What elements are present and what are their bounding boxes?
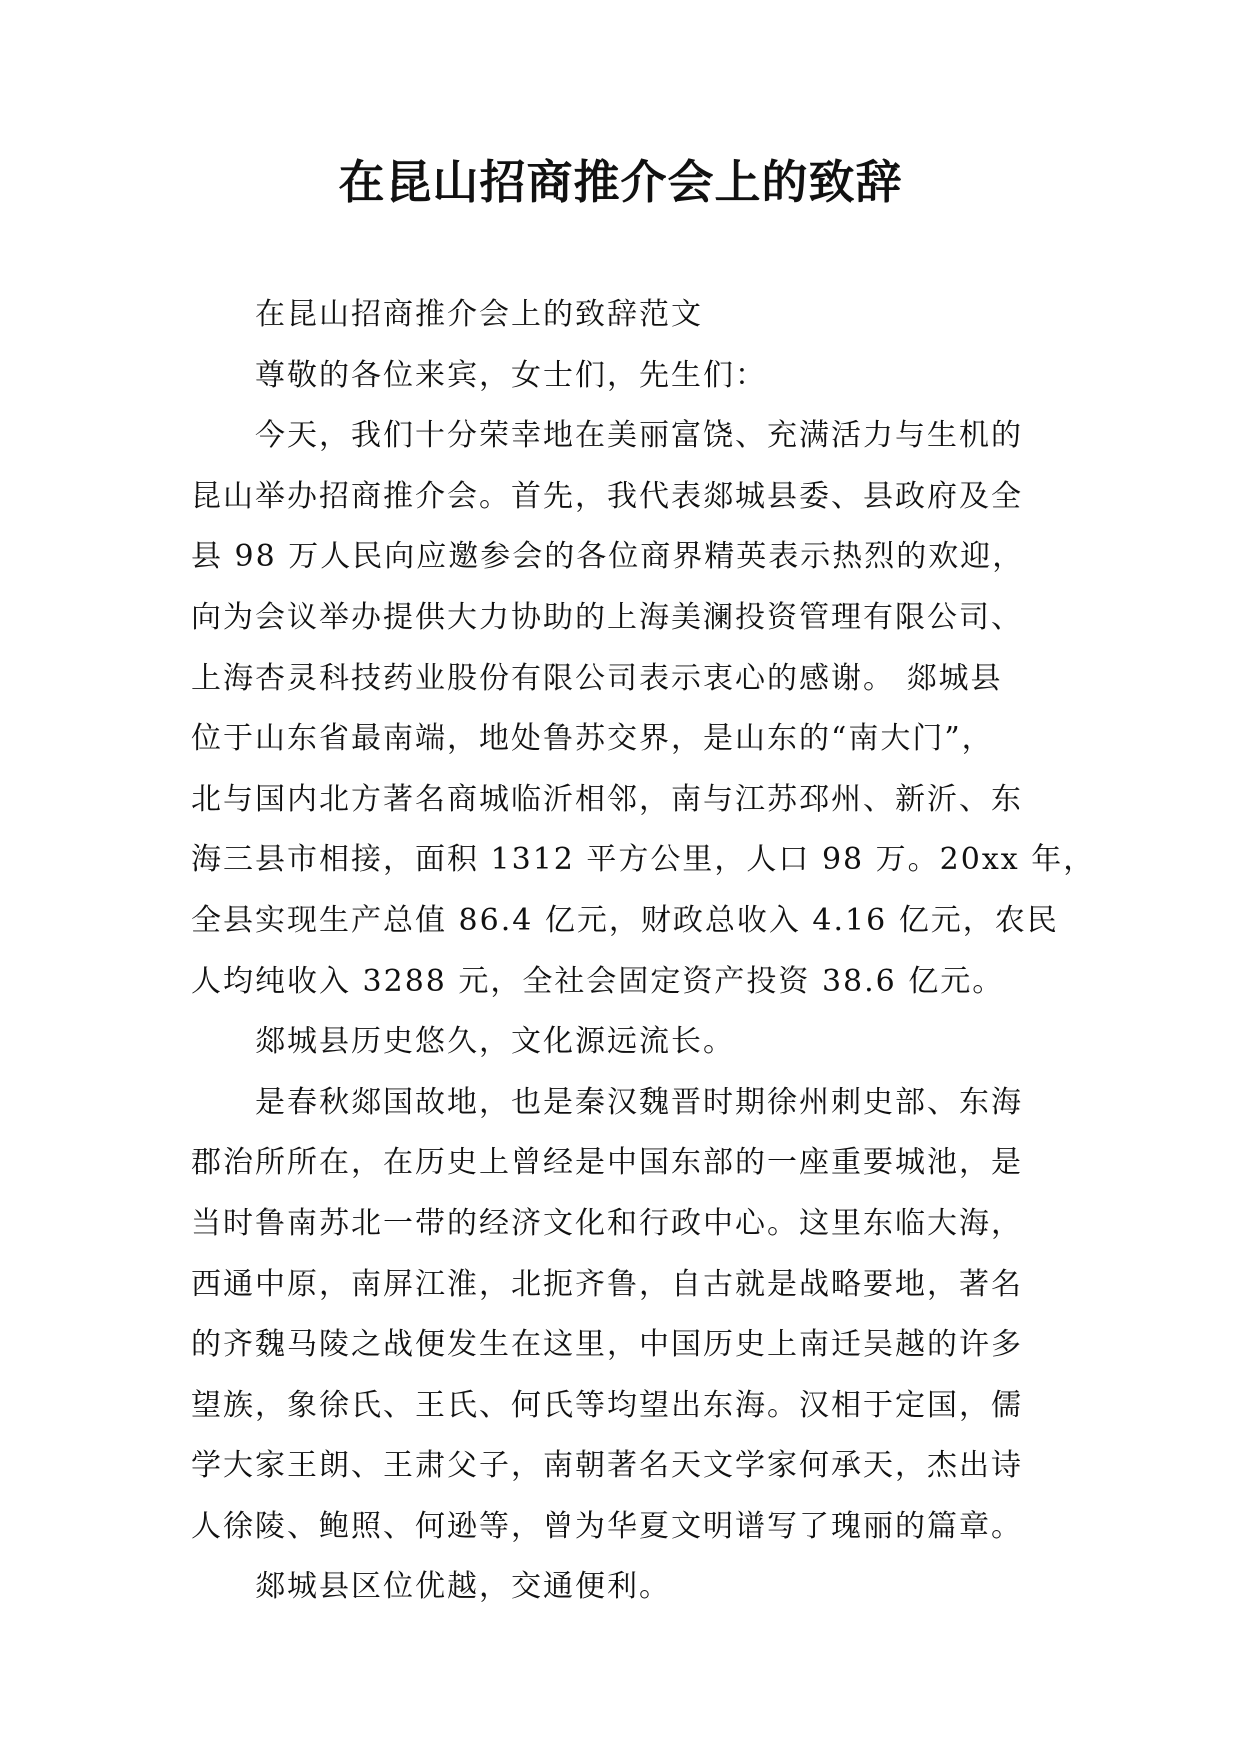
text-line: 昆山举办招商推介会。首先，我代表郯城县委、县政府及全: [191, 478, 1023, 514]
text-line: 海三县市相接，面积 1312 平方公里，人口 98 万。20xx 年，: [191, 842, 1096, 878]
text-line: 在昆山招商推介会上的致辞范文: [255, 297, 703, 332]
text-line: 今天，我们十分荣幸地在美丽富饶、充满活力与生机的: [255, 418, 1023, 454]
text-line: 学大家王朗、王肃父子，南朝著名天文学家何承天，杰出诗: [191, 1448, 1023, 1484]
text-line: 西通中原，南屏江淮，北扼齐鲁，自古就是战略要地，著名: [191, 1266, 1023, 1302]
text-line: 县 98 万人民向应邀参会的各位商界精英表示热烈的欢迎，: [191, 539, 1025, 575]
text-line: 向为会议举办提供大力协助的上海美澜投资管理有限公司、: [191, 599, 1023, 635]
text-line: 人均纯收入 3288 元，全社会固定资产投资 38.6 亿元。: [191, 963, 1005, 999]
text-line: 上海杏灵科技药业股份有限公司表示衷心的感谢。 郯城县: [191, 660, 1003, 696]
paragraph-salutation: [191, 346, 1071, 407]
text-line: 郯城县区位优越，交通便利。: [255, 1569, 671, 1605]
document-body: [191, 285, 1096, 1618]
text-line: 的齐魏马陵之战便发生在这里，中国历史上南迁吴越的许多: [191, 1327, 1023, 1363]
text-line: 北与国内北方著名商城临沂相邻，南与江苏邳州、新沂、东: [191, 781, 1023, 817]
text-line: 望族，象徐氏、王氏、何氏等均望出东海。汉相于定国，儒: [191, 1387, 1023, 1423]
paragraph-location-heading: [191, 1557, 1071, 1618]
text-line: 全县实现生产总值 86.4 亿元，财政总收入 4.16 亿元，农民: [191, 902, 1059, 938]
document-title: 在昆山招商推介会上的致辞: [338, 155, 903, 209]
paragraph-introduction: [191, 406, 1096, 1012]
paragraph-subtitle: [191, 285, 1071, 346]
text-line: 当时鲁南苏北一带的经济文化和行政中心。这里东临大海，: [191, 1205, 1023, 1241]
text-line: 是春秋郯国故地，也是秦汉魏晋时期徐州刺史部、东海: [255, 1084, 1023, 1120]
paragraph-history: [191, 1073, 1071, 1558]
text-line: 郡治所所在，在历史上曾经是中国东部的一座重要城池，是: [191, 1145, 1023, 1181]
paragraph-history-heading: [191, 1012, 1071, 1073]
text-line: 位于山东省最南端，地处鲁苏交界，是山东的“南大门”，: [191, 721, 994, 757]
text-line: 尊敬的各位来宾，女士们，先生们：: [255, 357, 767, 393]
text-line: 人徐陵、鲍照、何逊等，曾为华夏文明谱写了瑰丽的篇章。: [191, 1508, 1023, 1544]
text-line: 郯城县历史悠久，文化源远流长。: [255, 1024, 735, 1060]
